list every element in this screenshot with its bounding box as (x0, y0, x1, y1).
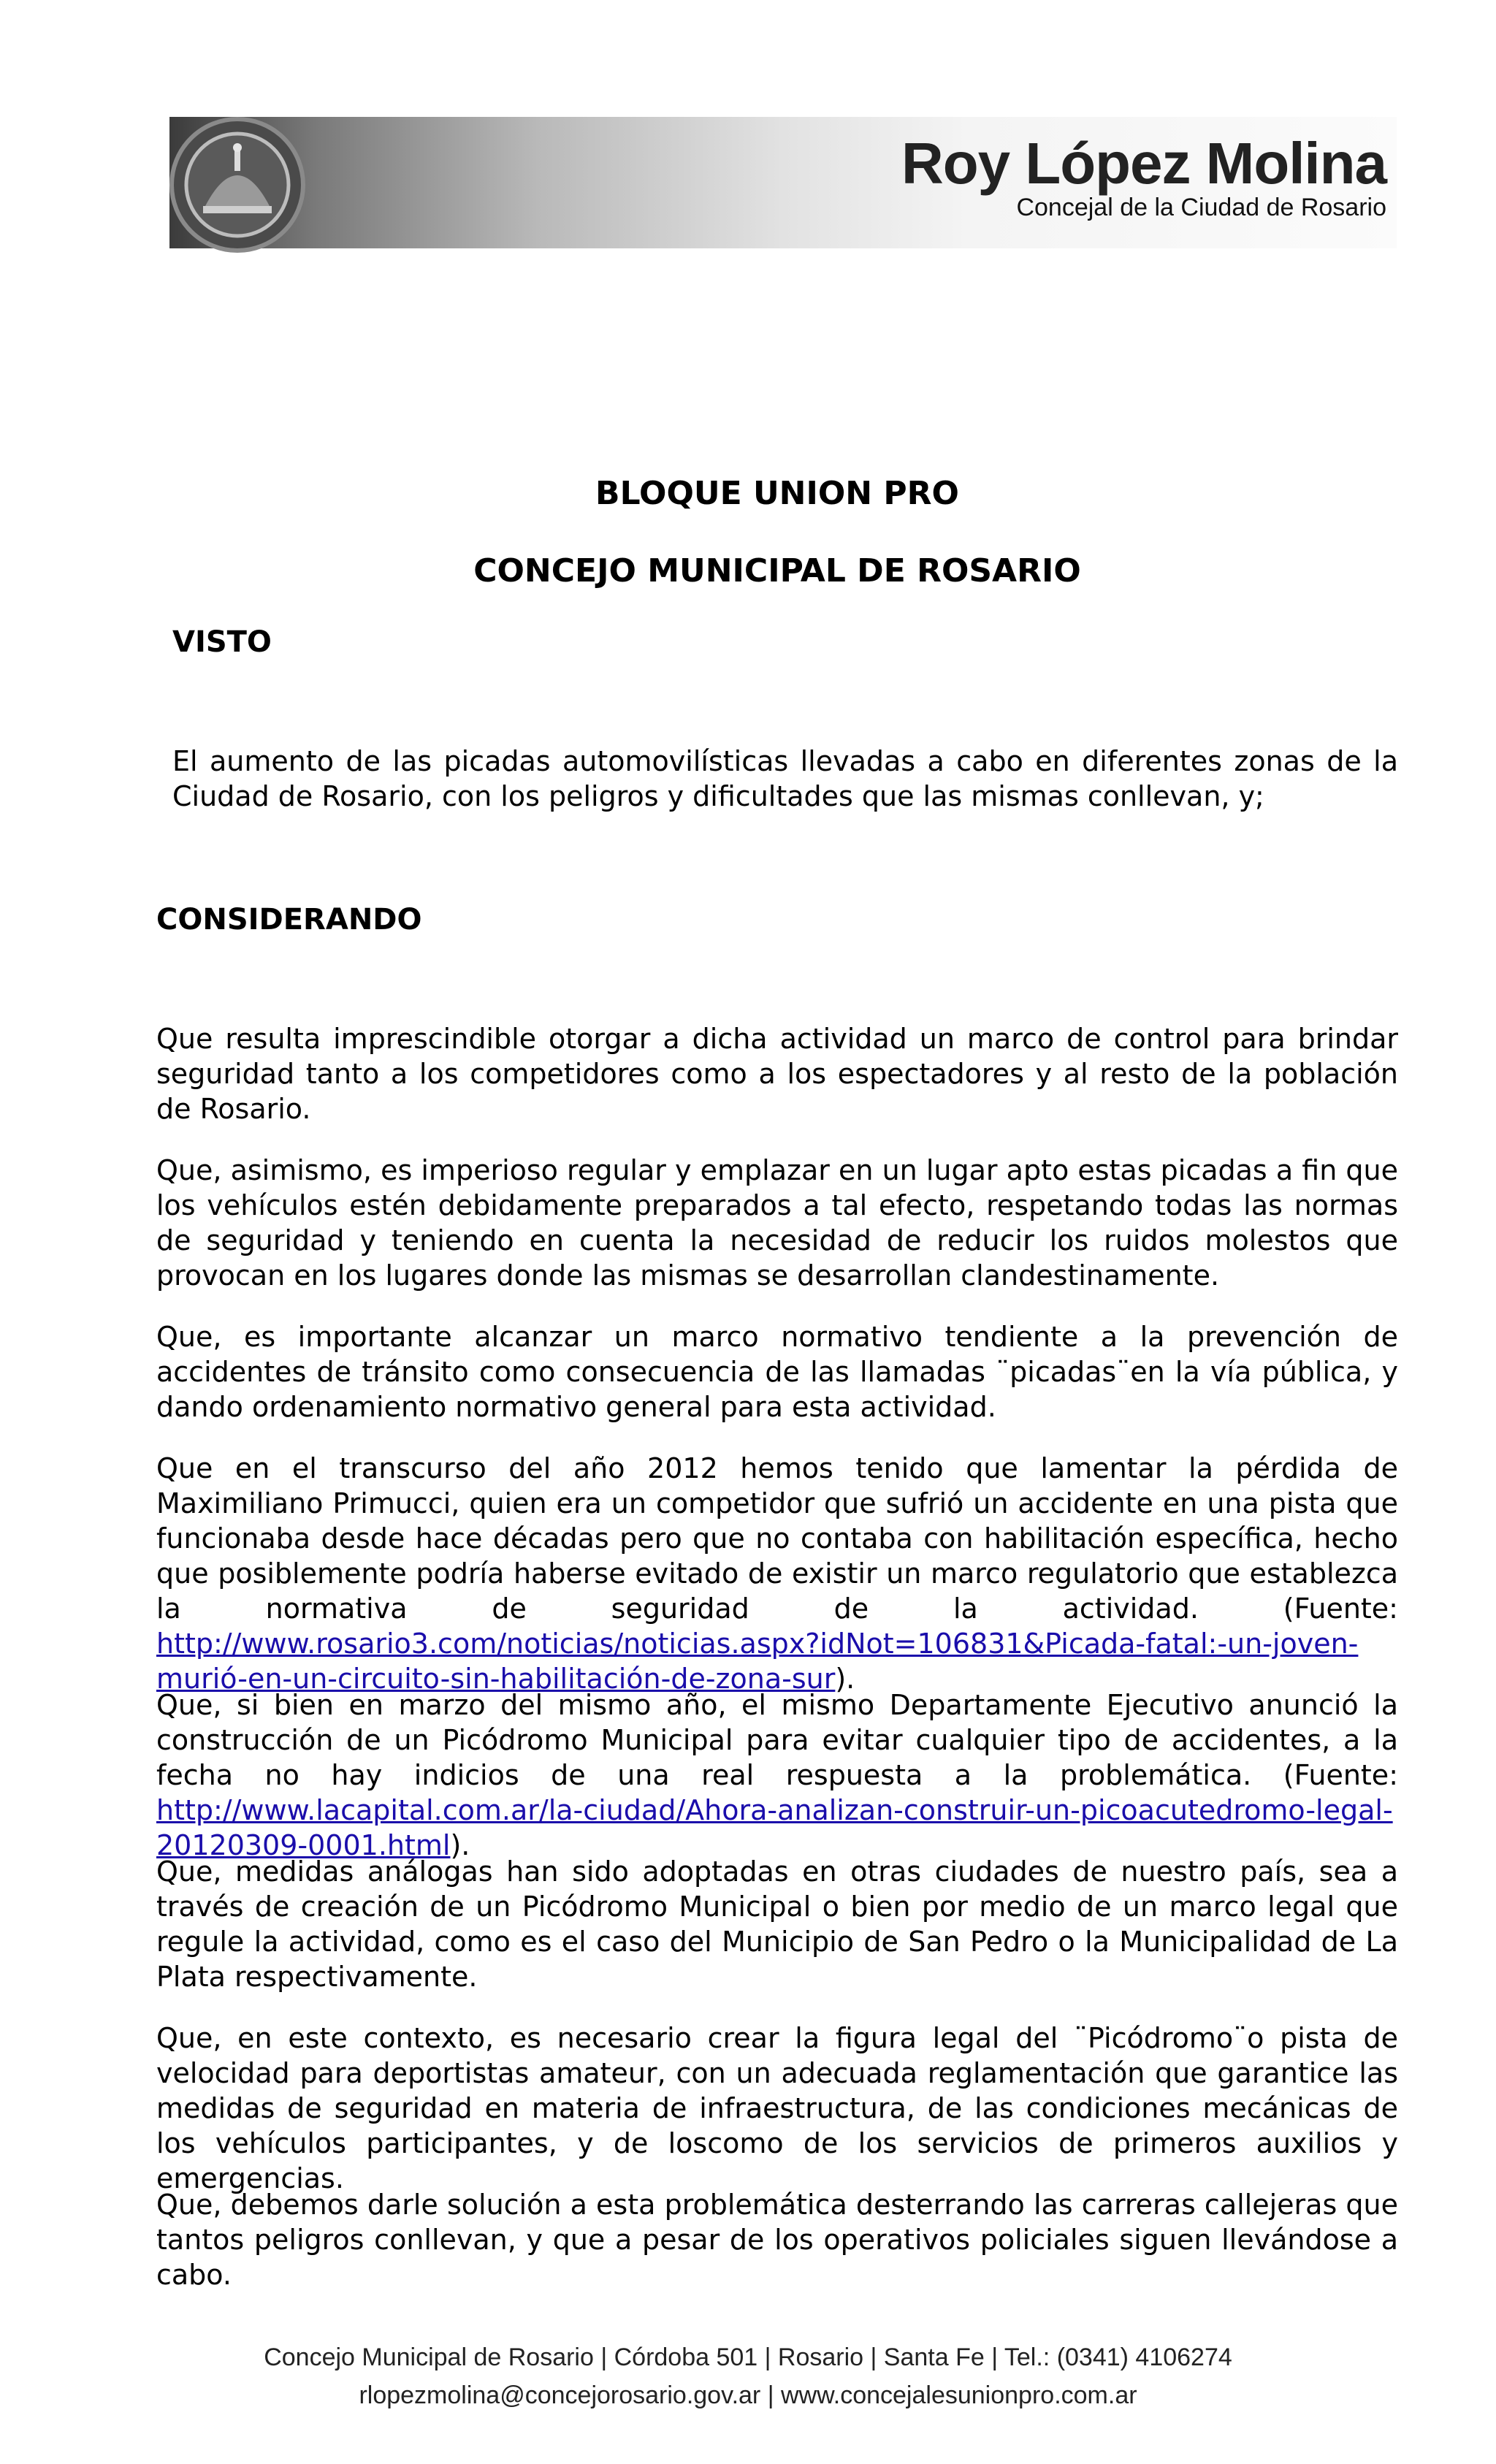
visto-label: VISTO (172, 625, 272, 659)
bloque-heading: BLOQUE UNION PRO (595, 475, 959, 512)
considerando-paragraph-2: Que, asimismo, es imperioso regular y emplazar en un lugar apto estas picadas a fin que los vehículos estén debidamente preparados a tal efecto, respetando todas las normas de seguridad y teniendo en cuenta la necesidad de reducir los ruidos molestos que provocan en los lugares donde las mismas se desarrollan clandestinamente. (156, 1154, 1398, 1292)
councilor-name: Roy López Molina (901, 131, 1386, 196)
considerando-paragraph-8: Que, debemos darle solución a esta problemática desterrando las carreras callejeras que tantos peligros conllevan, y que a pesar de los operativos policiales siguen llevándose a cabo. (156, 2189, 1398, 2291)
considerando-paragraph-5: Que, si bien en marzo del mismo año, el mismo Departamente Ejecutivo anunció la construcción de un Picódromo Municipal para evitar cualquier tipo de accidentes, a la fecha no hay indicios de una real respuesta a la problemática. (Fuente: http://www.lacapital.com.ar/la-ciudad/Ahora-analizan-construir-un-picoacutedromo-legal-20120309-0001.html). (156, 1689, 1398, 1861)
considerando-paragraph-1: Que resulta imprescindible otorgar a dicha actividad un marco de control para brindar seguridad tanto a los competidores como a los espectadores y al resto de la población de Rosario. (156, 1023, 1398, 1125)
concejo-heading: CONCEJO MUNICIPAL DE ROSARIO (473, 552, 1081, 590)
dome-logo-icon (169, 117, 305, 253)
considerando-label: CONSIDERANDO (156, 903, 422, 937)
footer-contact: rlopezmolina@concejorosario.gov.ar | www.concejalesunionpro.com.ar (359, 2381, 1137, 2409)
visto-paragraph: El aumento de las picadas automovilísticas llevadas a cabo en diferentes zonas de la Ciudad de Rosario, con los peligros y dificultades que las mismas conllevan, y; (172, 745, 1398, 812)
lacapital-source-link[interactable]: http://www.lacapital.com.ar/la-ciudad/Ahora-analizan-construir-un-picoacutedromo-legal-20120309-0001.html (156, 1794, 1393, 1861)
considerando-paragraph-6: Que, medidas análogas han sido adoptadas en otras ciudades de nuestro país, sea a través de creación de un Picódromo Municipal o bien por medio de un marco legal que regule la actividad, como es el caso del Municipio de San Pedro o la Municipalidad de La Plata respectivamente. (156, 1855, 1398, 1993)
councilor-title: Concejal de la Ciudad de Rosario (1016, 194, 1386, 221)
considerando-paragraph-4: Que en el transcurso del año 2012 hemos tenido que lamentar la pérdida de Maximiliano Primucci, quien era un competidor que sufrió un accidente en una pista que funcionaba desde hace décadas pero que no contaba con habilitación específica, hecho que posiblemente podría haberse evitado de existir un marco regulatorio que establezca la normativa de seguridad de la actividad. (Fuente: http://www.rosario3.com/noticias/noticias.aspx?idNot=106831&Picada-fatal:-un-joven-murió-en-un-circuito-sin-habilitación-de-zona-sur). (156, 1452, 1398, 1695)
considerando-paragraph-7: Que, en este contexto, es necesario crear la figura legal del ¨Picódromo¨o pista de velocidad para deportistas amateur, con un adecuada reglamentación que garantice las medidas de seguridad en materia de infraestructura, de las condiciones mecánicas de los vehículos participantes, y de loscomo de los servicios de primeros auxilios y emergencias. (156, 2022, 1398, 2194)
considerando-paragraph-3: Que, es importante alcanzar un marco normativo tendiente a la prevención de accidentes de tránsito como consecuencia de las llamadas ¨picadas¨en la vía pública, y dando ordenamiento normativo general para esta actividad. (156, 1321, 1398, 1423)
footer-address: Concejo Municipal de Rosario | Córdoba 501 | Rosario | Santa Fe | Tel.: (0341) 4106274 (264, 2343, 1232, 2371)
rosario3-source-link[interactable]: http://www.rosario3.com/noticias/noticias.aspx?idNot=106831&Picada-fatal:-un-joven-murió-en-un-circuito-sin-habilitación-de-zona-sur (156, 1628, 1359, 1695)
